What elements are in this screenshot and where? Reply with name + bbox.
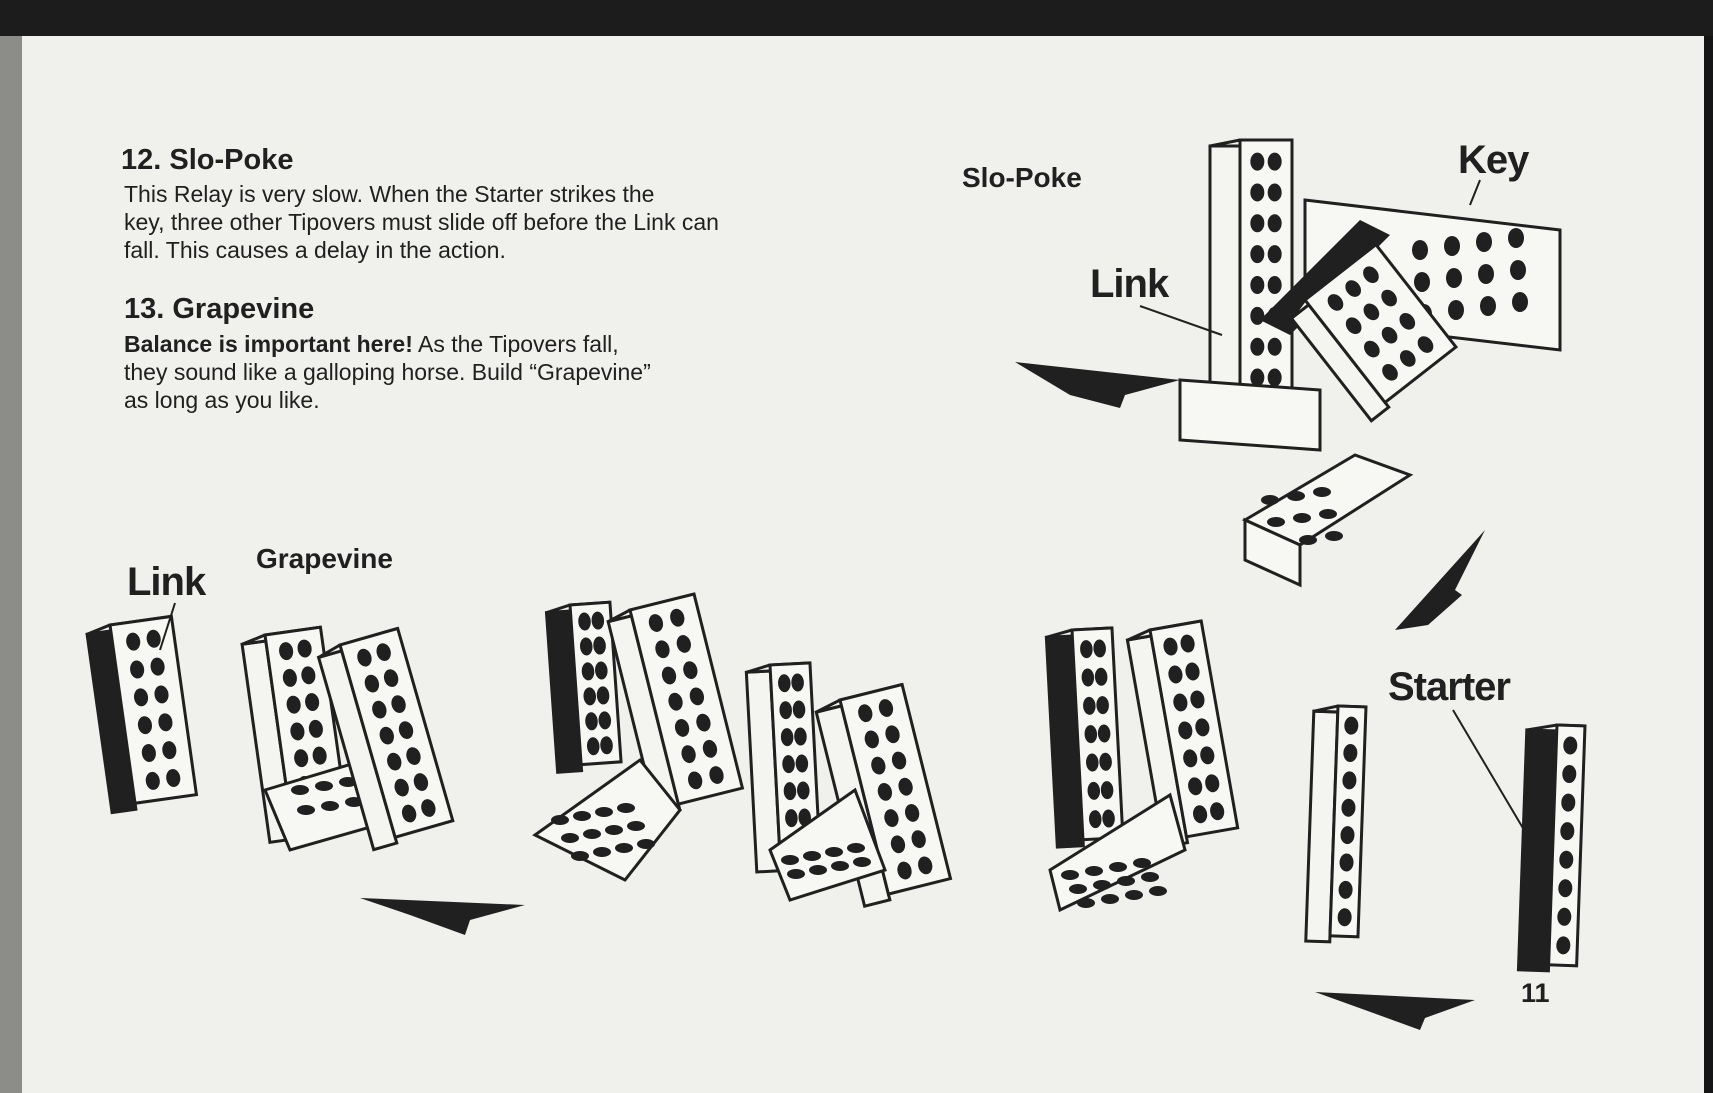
domino-dot: [1250, 183, 1264, 201]
domino-dot: [1133, 858, 1151, 868]
grapevine-tile-7: [1046, 628, 1123, 847]
domino-dot: [605, 825, 623, 835]
domino-dot: [1448, 300, 1464, 320]
domino-dot: [1268, 153, 1282, 171]
domino-dot: [561, 833, 579, 843]
domino-dot: [1476, 232, 1492, 252]
domino-tiles: [86, 140, 1585, 972]
domino-dot: [1250, 153, 1264, 171]
domino-dot: [1268, 183, 1282, 201]
domino-dot: [627, 821, 645, 831]
domino-dot: [1319, 509, 1337, 519]
domino-dot: [1077, 898, 1095, 908]
domino-dot: [1149, 886, 1167, 896]
domino-dot: [1250, 338, 1264, 356]
label-link-left: Link: [127, 560, 206, 604]
domino-dot: [321, 801, 339, 811]
domino-dot: [1267, 517, 1285, 527]
domino-dot: [615, 843, 633, 853]
domino-dot: [787, 869, 805, 879]
section-13-line-3: as long as you like.: [124, 387, 320, 413]
domino-dot: [781, 855, 799, 865]
domino-dot: [1268, 245, 1282, 263]
domino-dot: [571, 851, 589, 861]
domino-dot: [1141, 872, 1159, 882]
domino-dot: [1261, 495, 1279, 505]
grapevine-tile-9: [1306, 705, 1366, 943]
domino-dot: [1069, 884, 1087, 894]
domino-dot: [825, 847, 843, 857]
domino-dot: [1299, 535, 1317, 545]
domino-dot: [551, 815, 569, 825]
section-12-line-1: This Relay is very slow. When the Starter strikes the: [124, 181, 655, 207]
label-key: Key: [1458, 138, 1529, 182]
domino-dot: [573, 811, 591, 821]
label-starter: Starter: [1388, 665, 1510, 709]
domino-dot: [1287, 491, 1305, 501]
domino-dot: [1061, 870, 1079, 880]
domino-dot: [1093, 880, 1111, 890]
domino-dot: [1313, 487, 1331, 497]
arrow-starter-up: [1395, 530, 1485, 630]
domino-dot: [1085, 866, 1103, 876]
domino-dot: [315, 781, 333, 791]
domino-dot: [583, 829, 601, 839]
domino-dot: [1414, 272, 1430, 292]
domino-dot: [803, 851, 821, 861]
domino-dot: [617, 803, 635, 813]
grapevine-link-tile: [86, 616, 197, 812]
domino-dot: [1444, 236, 1460, 256]
section-12-line-3: fall. This causes a delay in the action.: [124, 237, 506, 263]
domino-dot: [1412, 240, 1428, 260]
domino-dot: [1101, 894, 1119, 904]
starter-tile: [1518, 724, 1585, 972]
domino-dot: [1250, 245, 1264, 263]
domino-dot: [1250, 276, 1264, 294]
section-13-heading: 13. Grapevine: [124, 293, 315, 325]
domino-dot: [1293, 513, 1311, 523]
section-13-bold-phrase: Balance is important here!: [124, 331, 413, 357]
domino-dot: [1117, 876, 1135, 886]
slo-poke-base: [1180, 380, 1320, 450]
domino-dot: [593, 847, 611, 857]
arrow-slo-poke-left: [1015, 362, 1180, 408]
domino-face: [1330, 706, 1366, 937]
section-12-heading: 12. Slo-Poke: [121, 144, 294, 176]
domino-dot: [1250, 214, 1264, 232]
domino-dot: [1480, 296, 1496, 316]
domino-dot: [1446, 268, 1462, 288]
domino-dot: [1325, 531, 1343, 541]
page-number: 11: [1521, 978, 1550, 1008]
section-13-line-1-rest: As the Tipovers fall,: [412, 331, 619, 357]
domino-dot: [1268, 369, 1282, 387]
label-grapevine: Grapevine: [256, 543, 393, 574]
domino-dot: [1268, 276, 1282, 294]
domino-dot: [1250, 307, 1264, 325]
domino-dot: [1510, 260, 1526, 280]
domino-dot: [1125, 890, 1143, 900]
domino-dot: [1109, 862, 1127, 872]
domino-dot: [1478, 264, 1494, 284]
label-slo-poke: Slo-Poke: [962, 162, 1082, 193]
domino-dot: [297, 805, 315, 815]
arrow-grapevine-left: [360, 898, 525, 935]
domino-dot: [595, 807, 613, 817]
leader-starter: [1453, 710, 1530, 840]
leader-key: [1470, 180, 1480, 205]
domino-dot: [1512, 292, 1528, 312]
domino-dot: [1508, 228, 1524, 248]
domino-dot: [847, 843, 865, 853]
domino-dot: [291, 785, 309, 795]
arrow-bottom-right-left: [1315, 992, 1475, 1030]
section-12-line-2: key, three other Tipovers must slide off before the Link can: [124, 209, 719, 235]
domino-dot: [809, 865, 827, 875]
domino-dot: [1268, 338, 1282, 356]
domino-dot: [853, 857, 871, 867]
domino-dot: [637, 839, 655, 849]
domino-dot: [831, 861, 849, 871]
domino-dot: [1268, 214, 1282, 232]
section-13-line-2: they sound like a galloping horse. Build “Grapevine”: [124, 359, 651, 385]
label-link-top: Link: [1090, 262, 1169, 306]
